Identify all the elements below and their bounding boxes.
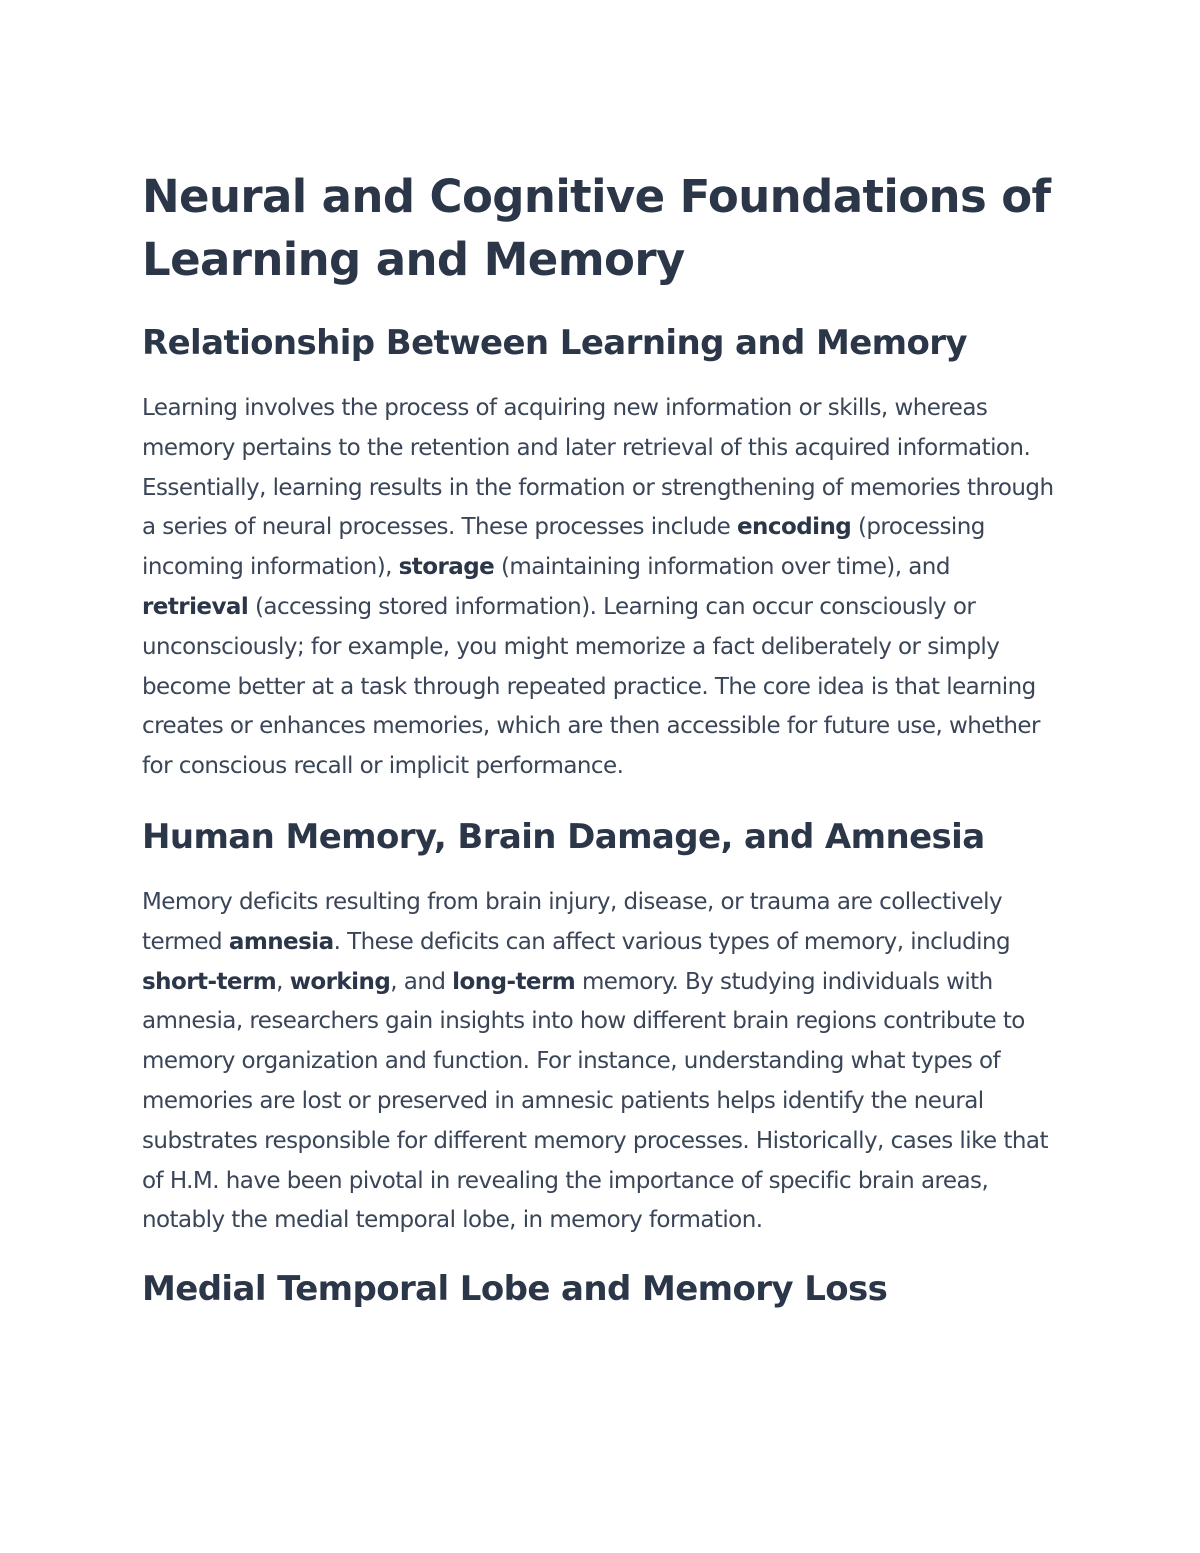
document-page [142, 165, 1057, 1311]
paragraph-text: (processing incoming information), [142, 514, 985, 581]
paragraph-text: Memory deficits resulting from brain injury, disease, or trauma are collectively termed [142, 888, 1003, 955]
paragraph-text: (accessing stored information). Learning can occur consciously or unconsciously; for example, you might memorize a fact deliberately or simply become better at a task through repeated practice. The core idea is that learning creates or enhances memories, which are then accessible for future use, whether for conscious recall or implicit performance. [142, 593, 1040, 780]
paragraph-text: , and [390, 968, 453, 995]
section-heading-medial-temporal-lobe: Medial Temporal Lobe and Memory Loss [142, 1269, 888, 1310]
paragraph-text: Learning involves the process of acquiring new information or skills, whereas memory pertains to the retention and later retrieval of this acquired information. Essentially, learning results in the formation or strengthening of memories through a series of neural processes. These processes include [142, 395, 1054, 541]
paragraph-text: , [276, 968, 290, 995]
section-paragraph-amnesia [142, 883, 1057, 1241]
term-retrieval: retrieval [142, 593, 249, 620]
term-storage: storage [398, 554, 495, 581]
document-title: Neural and Cognitive Foundations of Learning and Memory [142, 170, 1051, 286]
term-amnesia: amnesia [228, 928, 334, 955]
term-working: working [289, 968, 391, 995]
section-paragraph-learning-memory [142, 389, 1057, 787]
term-long-term: long-term [452, 968, 576, 995]
paragraph-text: (maintaining information over time), and [494, 554, 950, 581]
term-short-term: short-term [142, 968, 277, 995]
section-heading-learning-memory: Relationship Between Learning and Memory [142, 323, 967, 363]
section-heading-amnesia: Human Memory, Brain Damage, and Amnesia [142, 816, 985, 857]
term-encoding: encoding [737, 514, 852, 541]
paragraph-text: memory. By studying individuals with amnesia, researchers gain insights into how different brain regions contribute to memory organization and function. For instance, understanding what types of memories are lost or preserved in amnesic patients helps identify the neural substrates responsible for different memory processes. Historically, cases like that of H.M. have been pivotal in revealing the importance of specific brain areas, notably the medial temporal lobe, in memory formation. [142, 968, 1048, 1234]
paragraph-text: . These deficits can affect various types of memory, including [333, 928, 1011, 955]
